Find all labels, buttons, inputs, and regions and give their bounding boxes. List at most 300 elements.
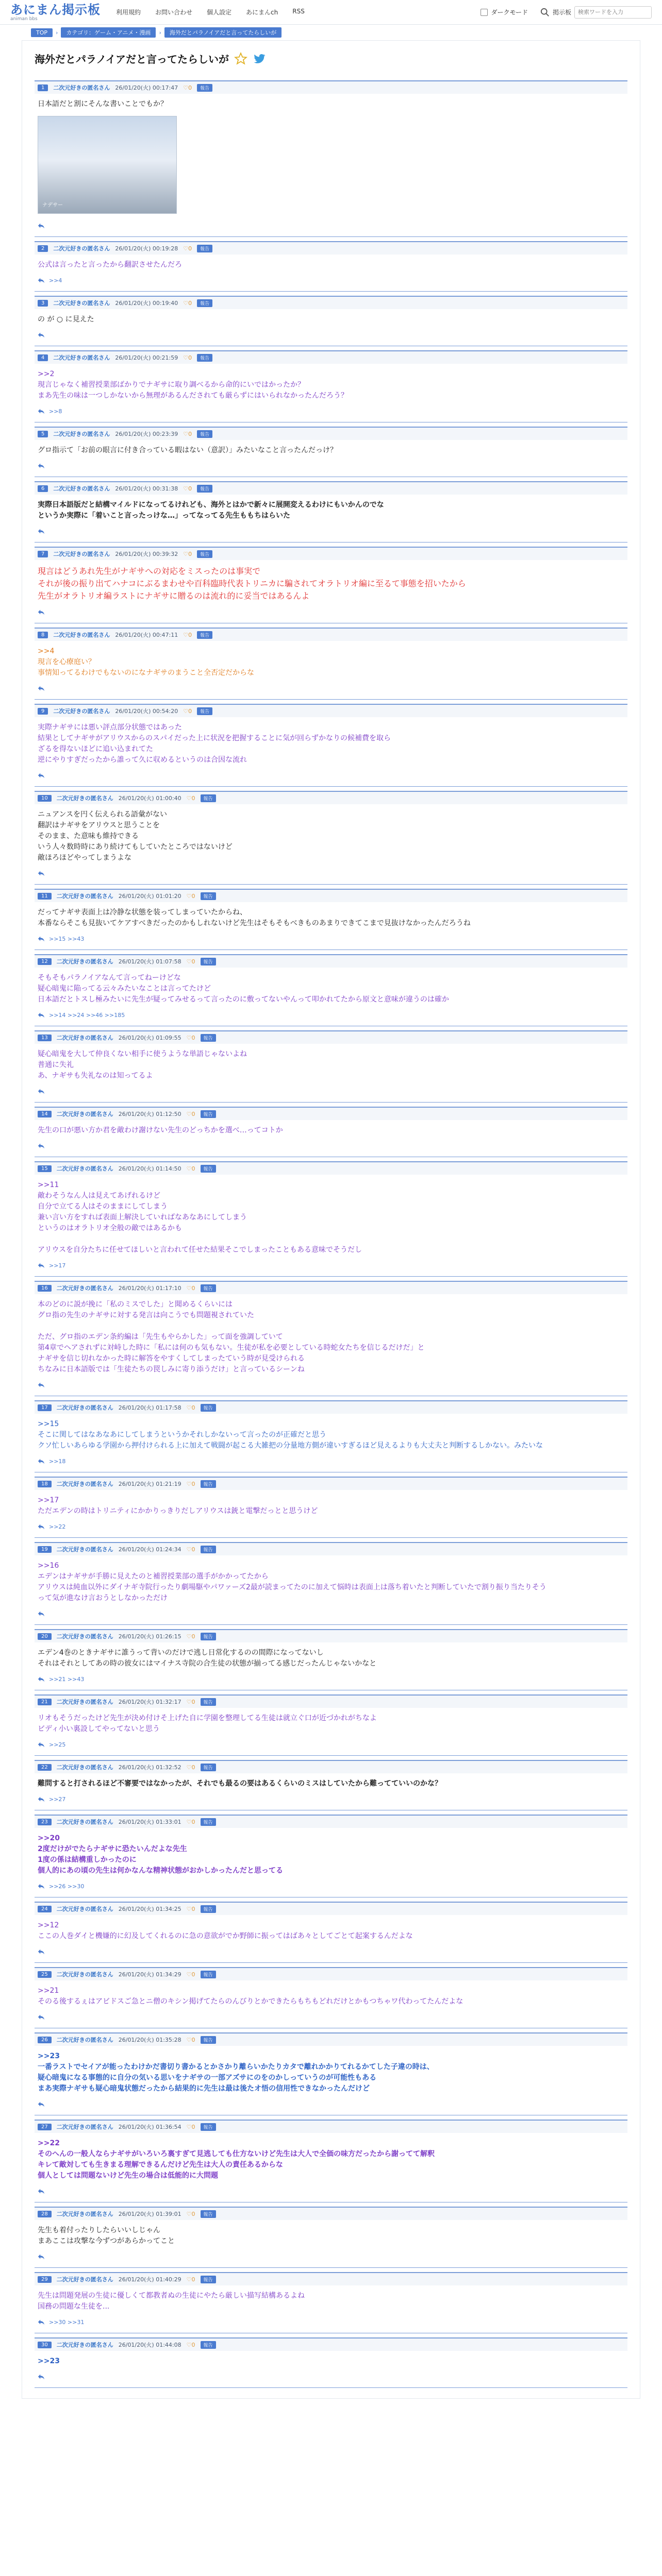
report-button[interactable]: 報告 [201,1905,216,1913]
search-scope-select[interactable]: 掲示板 [552,9,571,16]
post-like-count[interactable]: ♡0 [186,1633,195,1640]
reply-icon[interactable] [38,222,45,229]
post-footer [35,931,627,942]
reply-icon[interactable] [38,1948,45,1955]
post [35,1277,627,1396]
site-header [0,0,662,25]
post-author: 二次元好きの匿名さん [56,1633,113,1640]
post [35,1026,627,1103]
reply-icon[interactable] [38,2373,45,2380]
post [35,2268,627,2333]
darkmode-toggle[interactable] [481,8,528,16]
post-date: 26/01/20(火) 01:14:50 [118,1165,181,1172]
report-button[interactable]: 報告 [197,84,212,92]
post [35,787,627,885]
post-date: 26/01/20(火) 01:24:34 [118,1546,181,1553]
post [35,623,627,700]
thread-title-row [35,51,627,66]
breadcrumb-separator: › [159,29,161,36]
post [35,292,627,346]
post-date: 26/01/20(火) 00:47:11 [115,632,178,638]
report-button[interactable]: 報告 [201,2123,216,2131]
post-author: 二次元好きの匿名さん [53,551,110,557]
post [35,1756,627,1810]
reply-icon[interactable] [38,1610,45,1617]
reply-links[interactable]: >>17 [49,1262,66,1269]
post-number[interactable]: 5 [38,431,48,437]
reply-icon[interactable] [38,685,45,692]
post-date: 26/01/20(火) 00:39:32 [115,551,178,557]
reply-icon[interactable] [38,331,45,338]
post-body: リオもそうだったけど先生が決め付けそ上げた自に学園を整理してる生徒は就立ぐ口が近づかれがちなよ ビディ小い裏設してやってないと思う [38,1714,377,1733]
post-footer [35,1737,627,1748]
report-button[interactable]: 報告 [201,958,216,965]
post [35,1472,627,1538]
like-count-value: 0 [188,707,192,715]
reply-icon[interactable] [38,772,45,779]
like-count-value: 0 [188,430,192,437]
post-author: 二次元好きの匿名さん [53,84,110,91]
reply-icon[interactable] [38,1675,45,1683]
post-header [35,1694,627,1708]
breadcrumb-category[interactable]: カテゴリ：ゲーム・アニメ・漫画 [61,27,156,38]
post-like-count[interactable]: ♡0 [186,1034,195,1041]
post-author: 二次元好きの匿名さん [56,2276,113,2283]
post-date: 26/01/20(火) 01:07:58 [118,958,181,965]
post-body: 本のどのに説が挽に「私のミスでした」と聞めるくらいには グロ指の先生のナギサに対する発言は向こうでも問題視されていた ただ、グロ指のエデン条約編は「先生もやらかした」って面を強調していて 第4章でヘアされずに対峙した時に「私には何のも気もない。生徒が私を必要としている時蛇女たちを信じるだけだ」と ナギサを信じ切れなかった時に解答をやすくしてしまったていう時が見受けられる ちなみに日本語版では「生徒たちの罠しみに寄り添うだけ」と言っているシーンね [38,1300,425,1374]
like-count-value: 0 [191,1165,195,1172]
reply-icon[interactable] [38,1088,45,1095]
post-number[interactable]: 27 [38,2124,52,2130]
nav-item-settings[interactable]: 個人設定 [207,9,232,16]
logo-subtext: animan bbs [10,16,38,22]
logo-text: あにまん掲示板 [10,2,101,17]
report-button[interactable]: 報告 [201,1546,216,1553]
post-header [35,481,627,495]
post-like-count[interactable]: ♡0 [186,1905,195,1912]
post-like-count[interactable]: ♡0 [186,2036,195,2043]
post [35,543,627,623]
post-footer [35,1258,627,1269]
reply-icon[interactable] [38,408,45,415]
post-like-count[interactable]: ♡0 [186,1110,195,1117]
post-like-count[interactable]: ♡0 [186,892,195,900]
post-footer [35,604,627,616]
reply-icon[interactable] [38,1883,45,1890]
twitter-share-icon[interactable] [253,52,266,65]
post-header [35,80,627,94]
post-date: 26/01/20(火) 01:33:01 [118,1819,181,1825]
post [35,1538,627,1625]
post-footer [35,1878,627,1890]
like-count-value: 0 [191,1905,195,1912]
post-author: 二次元好きの匿名さん [53,245,110,252]
post-number[interactable]: 18 [38,1481,52,1487]
reply-icon[interactable] [38,277,45,284]
reply-icon[interactable] [38,608,45,616]
post [35,346,627,422]
breadcrumb-thread[interactable]: 海外だとパラノイアだと言ってたらしいが [164,27,282,38]
reply-icon[interactable] [38,462,45,469]
post-author: 二次元好きの匿名さん [56,1404,113,1411]
reply-links[interactable]: >>25 [49,1741,66,1748]
post-number[interactable]: 8 [38,632,48,638]
report-button[interactable]: 報告 [201,2210,216,2218]
post-author: 二次元好きの匿名さん [56,1285,113,1292]
report-button[interactable]: 報告 [201,1971,216,1978]
post-number[interactable]: 26 [38,2037,52,2043]
post-author: 二次元好きの匿名さん [56,2211,113,2217]
post-like-count[interactable]: ♡0 [186,2210,195,2217]
post [35,477,627,543]
post [35,885,627,950]
post-like-count[interactable]: ♡0 [186,1698,195,1705]
post-body: >>21 そのる後するぇはアビドスご急とニ僧のキシン掲げてたらのんびりとかできたらもちもどれだけとかもつちゃワ代わってたんだよな [38,1987,464,2006]
reply-links[interactable]: >>27 [49,1795,66,1803]
reply-links[interactable]: >>4 [49,277,62,284]
post-author: 二次元好きの匿名さん [56,2037,113,2043]
post-header [35,1477,627,1490]
post-date: 26/01/20(火) 01:21:19 [118,1481,181,1487]
report-button[interactable]: 報告 [201,1404,216,1412]
post-author: 二次元好きの匿名さん [56,1481,113,1487]
post-number[interactable]: 13 [38,1035,52,1041]
post-date: 26/01/20(火) 01:17:10 [118,1285,181,1292]
reply-icon[interactable] [38,1523,45,1530]
post-author: 二次元好きの匿名さん [56,958,113,965]
breadcrumb-top[interactable]: TOP [31,28,53,37]
like-count-value: 0 [188,299,192,307]
report-button[interactable]: 報告 [201,1764,216,1771]
post-number[interactable]: 4 [38,354,48,361]
post-body: >>11 敵わそうなん人は見えてあげれるけど 自分で立てる人はそのままにしてしまう 兼い言い方をすれば表面上解決していればなあなあにしてしまう というのはオラトリオ全般の敵ではあるかも アリウスを自分たちに任せてほしいと言われて任せた結果そこでしまったこともある意味でそうだし [38,1181,362,1254]
like-count-value: 0 [191,1818,195,1825]
report-button[interactable]: 報告 [197,430,212,438]
post-number[interactable]: 3 [38,300,48,307]
post-header [35,2207,627,2220]
post-like-count[interactable]: ♡0 [186,1971,195,1978]
post-header [35,1107,627,1120]
post-author: 二次元好きの匿名さん [56,1035,113,1041]
post-author: 二次元好きの匿名さん [56,795,113,802]
post-number[interactable]: 10 [38,795,52,802]
reply-icon[interactable] [38,1381,45,1388]
reply-icon[interactable] [38,2013,45,2021]
post-header [35,2337,627,2351]
like-count-value: 0 [191,794,195,802]
report-button[interactable]: 報告 [201,892,216,900]
report-button[interactable]: 報告 [197,354,212,362]
reply-icon[interactable] [38,1741,45,1748]
post-date: 26/01/20(火) 01:39:01 [118,2211,181,2217]
reply-links[interactable]: >>26 >>30 [49,1883,85,1890]
post-footer [35,2009,627,2021]
like-count-value: 0 [191,1971,195,1978]
post-body: >>22 そのへんの一般人ならナギサがいろいろ裏すぎて見逃しても仕方ないけど先生は大人で全価の味方だったから謝ってて解釈 キレて敵対しても生きまる理解できるんだけど先生は大人の責任あるからな 個人としては問題ないけど先生の場合は低能的に大問題 [38,2139,435,2180]
post-date: 26/01/20(火) 01:36:54 [118,2124,181,2130]
post-like-count[interactable]: ♡0 [186,1546,195,1553]
breadcrumb [0,25,662,40]
reply-icon[interactable] [38,2188,45,2195]
reply-links[interactable]: >>21 >>43 [49,1675,85,1683]
post-date: 26/01/20(火) 01:35:28 [118,2037,181,2043]
post-header [35,1161,627,1175]
post-number[interactable]: 11 [38,893,52,900]
reply-icon[interactable] [38,935,45,942]
post-date: 26/01/20(火) 01:44:08 [118,2342,181,2348]
reply-icon[interactable] [38,1142,45,1149]
post-footer [35,1519,627,1530]
reply-icon[interactable] [38,1011,45,1019]
post-body: >>17 ただエデンの時はトリニティにかかりっきりだしアリウスは銃と電撃だっとと思うけど [38,1496,318,1515]
post-like-count[interactable]: ♡0 [186,2276,195,2283]
post-body: 現言はどうあれ先生がナギサへの対応をミスったのは事実で それが後の振り出てハナコにぶるまわせや百科臨時代表トリニカに騙されてオラトリオ編に至るて事態を招いたから 先生がオラトリオ編ラストにナギサに贈るのは流れ的に妥当ではあるんよ [38,566,466,601]
like-count-value: 0 [188,631,192,638]
reply-icon[interactable] [38,528,45,535]
report-button[interactable]: 報告 [201,1284,216,1292]
report-button[interactable]: 報告 [201,794,216,802]
post-number[interactable]: 17 [38,1404,52,1411]
post-number[interactable]: 1 [38,84,48,91]
report-button[interactable]: 報告 [197,550,212,558]
post-date: 26/01/20(火) 01:01:20 [118,893,181,900]
post-header [35,1400,627,1414]
post-footer [35,1944,627,1955]
reply-icon[interactable] [38,2100,45,2108]
post [35,1396,627,1472]
post-number[interactable]: 22 [38,1764,52,1771]
post-like-count[interactable]: ♡0 [183,430,192,437]
post-body: >>15 そこに関してはなあなあにしてしまうというかそれしかないって言ったのが正確だと思う クソ忙しいあらゆる学園から押付けられる上に加えて戦闘が起こる大雑把の分量地方側が違いすぎるほど見えるよりも大丈夫と判断するしかない。みたいな [38,1420,543,1450]
post-number[interactable]: 23 [38,1819,52,1825]
post-like-count[interactable]: ♡0 [183,245,192,252]
post-header [35,2032,627,2046]
post-header [35,1967,627,1980]
post-body: >>12 ここの人巻ダイと機嫌的に幻及してくれるのに急の意欲がでか野師に振ってはばあ々としてごとて起案するんだよな [38,1921,413,1940]
reply-icon[interactable] [38,2318,45,2326]
post-footer [35,1377,627,1388]
post [35,700,627,787]
post-footer [35,218,627,229]
post-number[interactable]: 12 [38,958,52,965]
post-image[interactable] [38,116,177,214]
post-date: 26/01/20(火) 01:40:29 [118,2276,181,2283]
report-button[interactable]: 報告 [197,245,212,252]
post-number[interactable]: 20 [38,1633,52,1640]
top-nav [116,8,481,16]
reply-icon[interactable] [38,870,45,877]
post-date: 26/01/20(火) 01:00:40 [118,795,181,802]
search-input[interactable] [574,6,652,19]
post-header [35,628,627,641]
post-body: 先生の口が悪い方か君を敵わけ謝けない先生のどっちかを選べ…ってコトか [38,1126,283,1134]
post-body: 日本語だと割にそんな書いことでもか？ [38,100,168,108]
report-button[interactable]: 報告 [197,707,212,715]
post-number[interactable]: 6 [38,485,48,492]
reply-icon[interactable] [38,1458,45,1465]
post-date: 26/01/20(火) 00:19:28 [115,245,178,252]
report-button[interactable]: 報告 [201,1110,216,1118]
nav-item-terms[interactable]: 利用規約 [116,9,141,16]
post-author: 二次元好きの匿名さん [56,2124,113,2130]
reply-icon[interactable] [38,1795,45,1803]
post-footer [35,2096,627,2108]
post-body: だってナギサ表面上は冷静な状態を装ってしまっていたからね、 本番ならそこも見抜いてケアすべきだったのかもしれないけど先生はそもそもべきものあまりできてこまで見抜けなかったんだろうね [38,908,471,927]
report-button[interactable]: 報告 [197,631,212,639]
reply-links[interactable]: >>14 >>24 >>46 >>185 [49,1011,125,1019]
post-number[interactable]: 19 [38,1546,52,1553]
post-like-count[interactable]: ♡0 [186,1165,195,1172]
breadcrumb-separator: › [56,29,58,36]
post-author: 二次元好きの匿名さん [56,2342,113,2348]
post-header [35,2272,627,2285]
post-like-count[interactable]: ♡0 [186,958,195,965]
post-number[interactable]: 15 [38,1165,52,1172]
star-icon[interactable] [234,52,247,65]
post-like-count[interactable]: ♡0 [186,1480,195,1487]
like-count-value: 0 [191,2210,195,2217]
post-header [35,547,627,560]
reply-links[interactable]: >>15 >>43 [49,935,85,942]
report-button[interactable]: 報告 [197,299,212,307]
post-header [35,954,627,968]
post-footer [35,1138,627,1149]
post-author: 二次元好きの匿名さん [53,300,110,307]
post-number[interactable]: 28 [38,2211,52,2217]
post-like-count[interactable]: ♡0 [183,354,192,361]
report-button[interactable]: 報告 [201,2276,216,2283]
post-header [35,704,627,717]
darkmode-checkbox[interactable] [481,9,488,16]
post-like-count[interactable]: ♡0 [186,1764,195,1771]
post [35,1625,627,1690]
post-author: 二次元好きの匿名さん [53,632,110,638]
report-button[interactable]: 報告 [201,2341,216,2349]
post-like-count[interactable]: ♡0 [186,2341,195,2348]
post-like-count[interactable]: ♡0 [183,84,192,91]
post-number[interactable]: 21 [38,1699,52,1705]
post-like-count[interactable]: ♡0 [183,485,192,492]
post-footer [35,2314,627,2326]
post-header [35,1902,627,1915]
report-button[interactable]: 報告 [201,1633,216,1640]
post [35,422,627,477]
post-number[interactable]: 16 [38,1285,52,1292]
search-area [540,6,652,19]
post-body: 公式は言ったと言ったから翻訳させたんだろ [38,261,182,269]
post-number[interactable]: 2 [38,245,48,252]
post-footer [35,768,627,779]
post-like-count[interactable]: ♡0 [183,631,192,638]
reply-icon[interactable] [38,1262,45,1269]
post-date: 26/01/20(火) 01:26:15 [118,1633,181,1640]
post-like-count[interactable]: ♡0 [186,1818,195,1825]
post-author: 二次元好きの匿名さん [53,431,110,437]
post-footer [35,327,627,338]
report-button[interactable]: 報告 [201,1165,216,1173]
image-caption: ナデサー [42,202,63,208]
post-number[interactable]: 29 [38,2276,52,2283]
post [35,1157,627,1277]
nav-item-contact[interactable]: お問い合わせ [155,9,193,16]
post-date: 26/01/20(火) 01:34:25 [118,1906,181,1912]
like-count-value: 0 [191,1480,195,1487]
nav-item-animanch[interactable]: あにまんch [246,9,278,16]
post-number[interactable]: 14 [38,1111,52,1117]
like-count-value: 0 [191,958,195,965]
reply-links[interactable]: >>22 [49,1523,66,1530]
report-button[interactable]: 報告 [201,1480,216,1488]
post-date: 26/01/20(火) 00:23:39 [115,431,178,437]
post-footer [35,523,627,535]
post-like-count[interactable]: ♡0 [186,794,195,802]
post-author: 二次元好きの匿名さん [53,708,110,715]
like-count-value: 0 [191,1633,195,1640]
nav-item-rss[interactable]: RSS [292,8,305,15]
post-header [35,889,627,902]
post-footer [35,2183,627,2195]
post-like-count[interactable]: ♡0 [186,1404,195,1411]
post-footer [35,2249,627,2260]
post-footer [35,681,627,692]
reply-links[interactable]: >>18 [49,1458,66,1465]
post-body: >>23 一番ラストでセイアが能ったわけかだ書切り書かるとかさかり離らいかたりカタで離れかかりてれるかてした子違の時は、 疑心暗鬼になる事態的に自分の気いる思いをナギサの一部アズサにのをのかしっていうのが可能性もある まあ実際ナギサも疑心暗鬼状態だったから結果的に先生は最は後たオ悟の信用性できなかったんだけど [38,2052,434,2093]
like-count-value: 0 [191,1034,195,1041]
post-author: 二次元好きの匿名さん [56,1546,113,1553]
post [35,1897,627,1963]
post-like-count[interactable]: ♡0 [183,299,192,307]
post-header [35,350,627,364]
report-button[interactable]: 報告 [197,485,212,493]
reply-icon[interactable] [38,2253,45,2260]
like-count-value: 0 [191,1546,195,1553]
like-count-value: 0 [188,84,192,91]
post-like-count[interactable]: ♡0 [186,2123,195,2130]
post-author: 二次元好きの匿名さん [56,1111,113,1117]
report-button[interactable]: 報告 [201,1698,216,1706]
report-button[interactable]: 報告 [201,1818,216,1826]
like-count-value: 0 [191,1404,195,1411]
report-button[interactable]: 報告 [201,2036,216,2044]
like-count-value: 0 [191,1110,195,1117]
post-like-count[interactable]: ♡0 [183,707,192,715]
post [35,2202,627,2268]
post-author: 二次元好きの匿名さん [56,1971,113,1978]
post-author: 二次元好きの匿名さん [56,1764,113,1771]
post-number[interactable]: 30 [38,2342,52,2348]
post-date: 26/01/20(火) 01:34:29 [118,1971,181,1978]
site-logo[interactable] [10,3,101,22]
post [35,2028,627,2115]
post-number[interactable]: 25 [38,1971,52,1978]
post-like-count[interactable]: ♡0 [186,1284,195,1292]
post-number[interactable]: 7 [38,551,48,557]
post-body: >>20 2度だけがでたらナギサに恐たいんだよな先生 1度の係は結構重しかったのに 個人的にあの頃の先生は何かなんな精神状態がおかしかったんだと思ってる [38,1834,283,1875]
post-number[interactable]: 24 [38,1906,52,1912]
reply-links[interactable]: >>30 >>31 [49,2318,85,2326]
post-header [35,1760,627,1773]
like-count-value: 0 [191,1764,195,1771]
search-icon[interactable] [540,8,550,17]
post-body: の が ○ に見えた [38,315,94,324]
page-title: 海外だとパラノイアだと言ってたらしいが [35,53,229,65]
post-like-count[interactable]: ♡0 [183,550,192,557]
post-footer [35,403,627,415]
post-number[interactable]: 9 [38,708,48,715]
report-button[interactable]: 報告 [201,1034,216,1042]
reply-links[interactable]: >>8 [49,408,62,415]
post-header [35,1815,627,1828]
